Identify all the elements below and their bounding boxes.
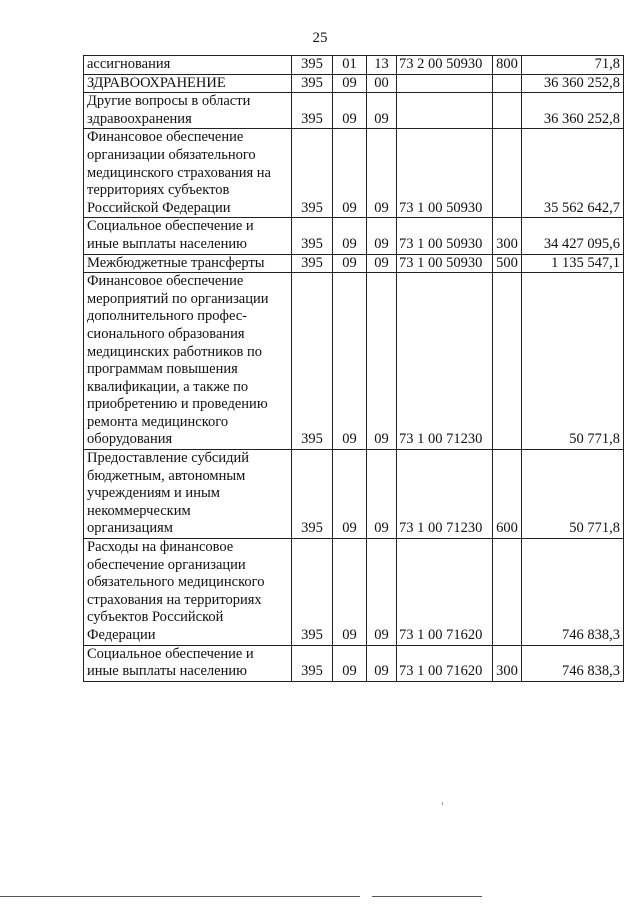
row-name-cell: Другие вопросы в области здравоохранения [84,93,292,129]
table-row [84,56,624,75]
row-expense-type-cell [493,273,522,450]
table-row [84,450,624,539]
row-sum-cell: 35 562 642,7 [522,129,624,218]
table-row [84,218,624,254]
row-subsection-cell: 09 [367,218,397,254]
row-name-cell: ассигнования [84,56,292,75]
row-expense-type-cell: 600 [493,450,522,539]
row-sum-cell: 36 360 252,8 [522,93,624,129]
row-subsection-cell: 09 [367,645,397,681]
row-subsection-cell: 09 [367,539,397,646]
row-subsection-cell: 09 [367,273,397,450]
row-code-cell: 395 [292,56,333,75]
row-section-cell: 09 [333,254,367,273]
row-sum-cell: 50 771,8 [522,450,624,539]
row-expense-type-cell [493,539,522,646]
row-section-cell: 09 [333,450,367,539]
page-number: 25 [312,30,328,46]
row-expense-type-cell: 300 [493,645,522,681]
row-section-cell: 09 [333,273,367,450]
row-article-cell: 73 1 00 50930 [397,218,493,254]
budget-table-body [84,56,624,682]
row-sum-cell: 746 838,3 [522,539,624,646]
row-name-cell: ЗДРАВООХРАНЕНИЕ [84,74,292,93]
row-sum-cell: 746 838,3 [522,645,624,681]
scan-speck [442,802,443,805]
row-section-cell: 09 [333,218,367,254]
row-section-cell: 09 [333,129,367,218]
budget-table [83,55,624,682]
row-subsection-cell: 09 [367,450,397,539]
row-name-cell: Финансовое обеспечение организации обязательного медицинского страхования на территориях субъектов Российской Федерации [84,129,292,218]
row-sum-cell: 50 771,8 [522,273,624,450]
row-code-cell: 395 [292,645,333,681]
table-row [84,93,624,129]
row-expense-type-cell: 500 [493,254,522,273]
row-code-cell: 395 [292,273,333,450]
row-sum-cell: 36 360 252,8 [522,74,624,93]
row-article-cell: 73 1 00 50930 [397,254,493,273]
bottom-scan-line [0,896,360,897]
row-sum-cell: 71,8 [522,56,624,75]
row-code-cell: 395 [292,74,333,93]
row-name-cell: Расходы на финансовое обеспечение организации обязательного медицинского страхования на территориях субъектов Российской Федерации [84,539,292,646]
row-code-cell: 395 [292,93,333,129]
row-section-cell: 09 [333,645,367,681]
row-sum-cell: 34 427 095,6 [522,218,624,254]
row-expense-type-cell: 300 [493,218,522,254]
row-sum-cell: 1 135 547,1 [522,254,624,273]
row-code-cell: 395 [292,254,333,273]
row-article-cell: 73 2 00 50930 [397,56,493,75]
row-code-cell: 395 [292,450,333,539]
row-name-cell: Предоставление субсидий бюджетным, автономным учреждениям и иным некоммерческим организациям [84,450,292,539]
row-name-cell: Финансовое обеспечение мероприятий по организации дополнительного профес- сионального образования медицинских работников по программам повышения квалификации, а также по приобретению и проведению ремонта медицинского оборудования [84,273,292,450]
table-row [84,539,624,646]
row-name-cell: Социальное обеспечение и иные выплаты населению [84,645,292,681]
row-expense-type-cell: 800 [493,56,522,75]
row-code-cell: 395 [292,218,333,254]
table-row [84,74,624,93]
row-article-cell: 73 1 00 71620 [397,539,493,646]
row-article-cell: 73 1 00 50930 [397,129,493,218]
row-article-cell: 73 1 00 71230 [397,450,493,539]
row-section-cell: 09 [333,539,367,646]
row-article-cell: 73 1 00 71230 [397,273,493,450]
row-subsection-cell: 13 [367,56,397,75]
row-name-cell: Межбюджетные трансферты [84,254,292,273]
row-section-cell: 09 [333,74,367,93]
row-subsection-cell: 00 [367,74,397,93]
row-article-cell [397,93,493,129]
row-article-cell [397,74,493,93]
row-subsection-cell: 09 [367,93,397,129]
row-subsection-cell: 09 [367,254,397,273]
table-row [84,645,624,681]
row-code-cell: 395 [292,539,333,646]
row-section-cell: 01 [333,56,367,75]
table-row [84,129,624,218]
row-subsection-cell: 09 [367,129,397,218]
table-row [84,273,624,450]
row-article-cell: 73 1 00 71620 [397,645,493,681]
row-expense-type-cell [493,74,522,93]
row-expense-type-cell [493,93,522,129]
row-expense-type-cell [493,129,522,218]
table-row [84,254,624,273]
row-code-cell: 395 [292,129,333,218]
bottom-scan-line [372,896,482,897]
row-section-cell: 09 [333,93,367,129]
row-name-cell: Социальное обеспечение и иные выплаты населению [84,218,292,254]
